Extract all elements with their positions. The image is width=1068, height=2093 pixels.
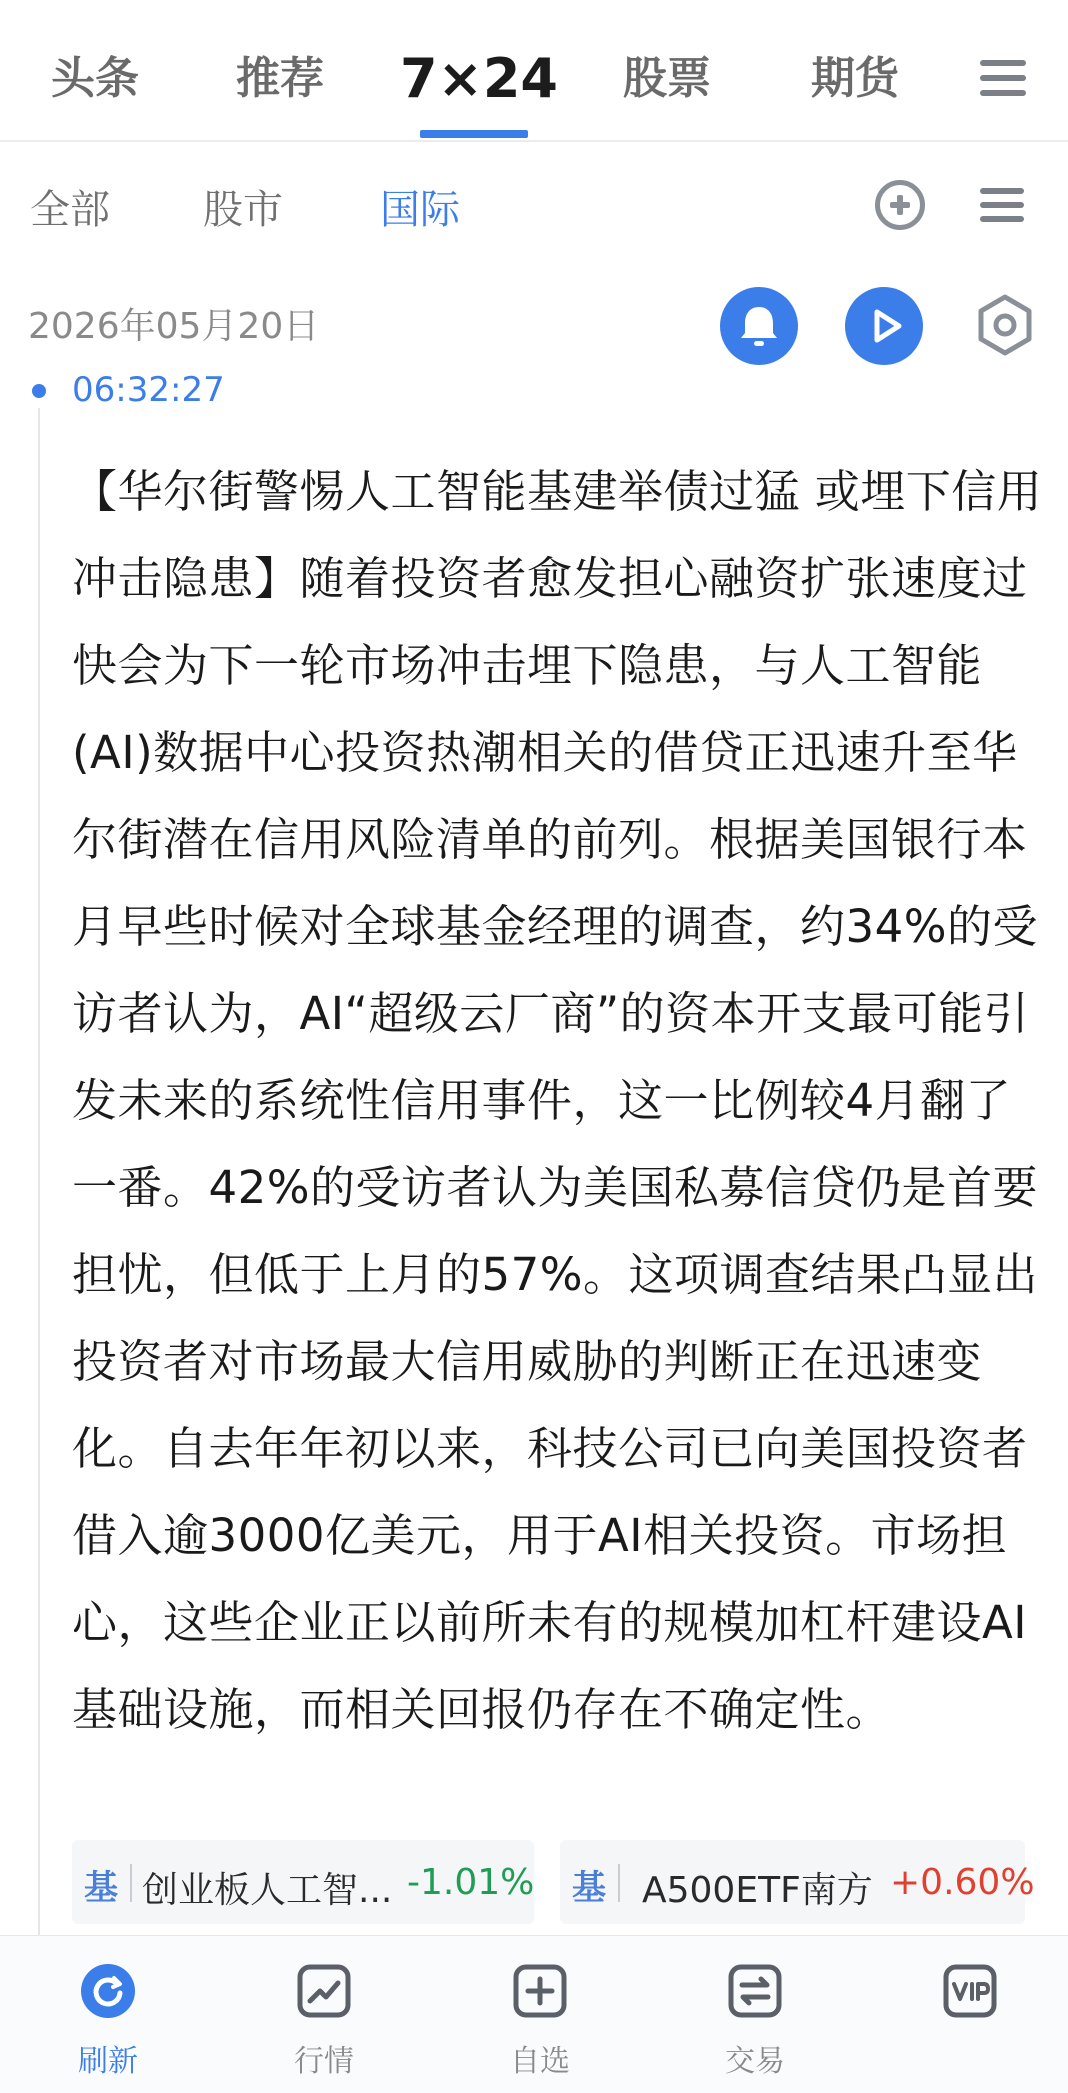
menu-icon[interactable]	[980, 60, 1026, 96]
fund-tag: 基	[572, 1868, 606, 1908]
nav-label: 行情	[294, 2044, 354, 2079]
divider	[618, 1864, 620, 1902]
add-square-icon	[512, 1963, 568, 2019]
settings-icon[interactable]	[975, 293, 1035, 357]
divider	[130, 1864, 132, 1902]
bottom-nav	[0, 1935, 1068, 2093]
play-icon	[845, 287, 923, 365]
timeline-line	[38, 408, 40, 1948]
nav-label: 刷新	[78, 2044, 138, 2079]
fund-name: A500ETF南方	[642, 1870, 873, 1911]
fund-change: -1.01%	[407, 1862, 535, 1903]
bell-icon	[720, 287, 798, 365]
date-label: 2026年05月20日	[28, 306, 320, 347]
news-time: 06:32:27	[72, 370, 225, 410]
nav-market[interactable]	[244, 1936, 404, 2093]
nav-label: 交易	[725, 2044, 785, 2079]
chart-trend-icon	[296, 1963, 352, 2019]
tab-headlines[interactable]: 头条	[51, 53, 139, 104]
subtab-stock-market[interactable]: 股市	[203, 187, 283, 233]
active-tab-indicator	[420, 130, 528, 138]
add-circle-icon[interactable]	[875, 180, 925, 230]
nav-label: 自选	[510, 2044, 570, 2079]
fund-tag: 基	[84, 1868, 118, 1908]
tab-futures[interactable]: 期货	[811, 53, 899, 104]
fund-name: 创业板人工智...	[142, 1870, 393, 1911]
tab-recommended[interactable]: 推荐	[236, 53, 324, 104]
fund-change: +0.60%	[890, 1862, 1035, 1903]
subtab-international[interactable]: 国际	[380, 187, 460, 233]
refresh-icon	[80, 1963, 136, 2019]
nav-refresh[interactable]	[28, 1936, 188, 2093]
transfer-icon	[727, 1963, 783, 2019]
tab-7x24[interactable]: 7×24	[400, 47, 558, 110]
top-tab-bar	[0, 0, 1068, 142]
nav-trade[interactable]	[675, 1936, 835, 2093]
notification-button[interactable]	[720, 287, 798, 365]
tab-stocks[interactable]: 股票	[623, 53, 711, 104]
fund-chip[interactable]	[560, 1840, 1035, 1924]
nav-watchlist[interactable]	[460, 1936, 620, 2093]
subtab-all[interactable]: 全部	[30, 187, 110, 233]
news-body[interactable]: 【华尔街警惕人工智能基建举债过猛 或埋下信用冲击隐患】随着投资者愈发担心融资扩张速度过快会为下一轮市场冲击埋下隐患，与人工智能(AI)数据中心投资热潮相关的借贷正迅速升至华尔街潜在信用风险清单的前列。根据美国银行本月早些时候对全球基金经理的调查，约34%的受访者认为，AI“超级云厂商”的资本开支最可能引发未来的系统性信用事件，这一比例较4月翻了一番。42%的受访者认为美国私募信贷仍是首要担忧，但低于上月的57%。这项调查结果凸显出投资者对市场最大信用威胁的判断正在迅速变化。自去年年初以来，科技公司已向美国投资者借入逾3000亿美元，用于AI相关投资。市场担心，这些企业正以前所未有的规模加杠杆建设AI基础设施，而相关回报仍存在不确定性。	[72, 465, 1043, 1736]
list-menu-icon[interactable]	[980, 188, 1024, 222]
nav-vip[interactable]	[890, 1936, 1050, 2093]
fund-chip[interactable]	[72, 1840, 534, 1924]
vip-icon	[942, 1963, 998, 2019]
play-button[interactable]	[845, 287, 923, 365]
timeline-dot	[32, 384, 46, 398]
